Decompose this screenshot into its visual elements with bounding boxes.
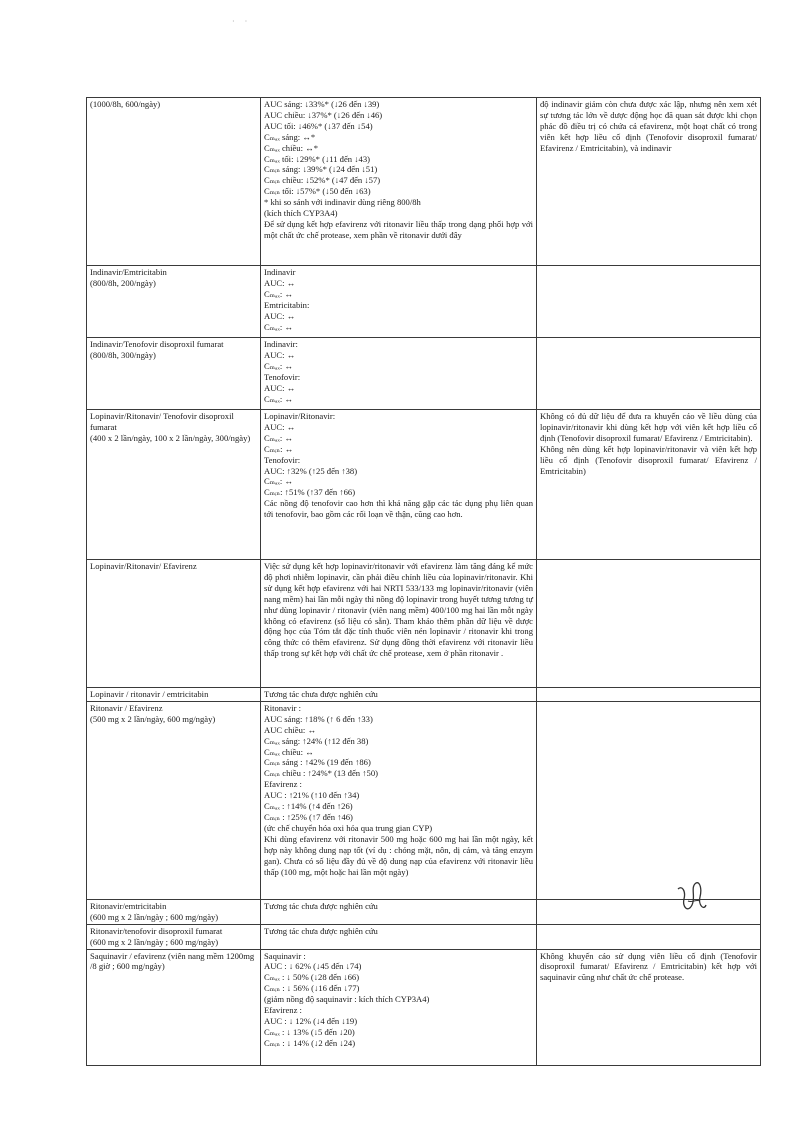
effect-line: Cₘᵢₙ: ↑51% (↑37 đến ↑66) bbox=[264, 487, 356, 498]
drug-cell bbox=[87, 266, 261, 338]
drug-line: (600 mg x 2 lần/ngày ; 600 mg/ngày) bbox=[90, 936, 219, 947]
row-indinavir-tenofovir bbox=[87, 338, 761, 410]
effect-line: Cₘᵢₙ chiều: ↓52%* (↓47 đến ↓57) bbox=[264, 175, 381, 186]
effect-line: Cₘₐₓ: ↔ bbox=[264, 393, 293, 404]
effect-line: (giảm nồng độ saquinavir : kích thích CYP3A4) bbox=[264, 994, 430, 1005]
effect-line: AUC : ↓ 12% (↓4 đến ↓19) bbox=[264, 1015, 358, 1026]
row-indinavir-efavirenz-cont bbox=[87, 98, 761, 266]
effect-line: Ritonavir : bbox=[264, 702, 301, 713]
effect-cell bbox=[261, 949, 537, 1065]
recommendation-cell bbox=[537, 98, 761, 266]
drug-line: Lopinavir/Ritonavir/ Tenofovir disoproxil fumarat bbox=[90, 411, 237, 432]
effect-line: (kích thích CYP3A4) bbox=[264, 208, 338, 219]
effect-line: AUC: ↔ bbox=[264, 349, 296, 360]
effect-line: Cₘᵢₙ sáng : ↑42% (19 đến ↑86) bbox=[264, 757, 371, 768]
drug-line: Ritonavir / Efavirenz bbox=[90, 702, 163, 713]
row-lopinavir-ritonavir-tenofovir bbox=[87, 410, 761, 560]
row-lopinavir-ritonavir-emtricitabin bbox=[87, 688, 761, 702]
effect-line: Lopinavir/Ritonavir: bbox=[264, 411, 336, 421]
drug-cell bbox=[87, 560, 261, 688]
drug-line: (500 mg x 2 lần/ngày, 600 mg/ngày) bbox=[90, 713, 216, 724]
effect-cell bbox=[261, 410, 537, 560]
effect-line: Cₘₐₓ tối: ↓29%* (↓11 đến ↓43) bbox=[264, 153, 370, 164]
effect-line: Cₘᵢₙ sáng: ↓39%* (↓24 đến ↓51) bbox=[264, 164, 378, 175]
recommendation-cell bbox=[537, 701, 761, 899]
row-saquinavir-efavirenz bbox=[87, 949, 761, 1065]
effect-line: Cₘₐₓ : ↓ 50% (↓28 đến ↓66) bbox=[264, 972, 360, 983]
effect-line: Cₘₐₓ: ↔ bbox=[264, 476, 293, 487]
effect-line: Cₘₐₓ : ↓ 13% (↓5 đến ↓20) bbox=[264, 1026, 355, 1037]
recommendation-cell bbox=[537, 338, 761, 410]
recommendation-cell bbox=[537, 266, 761, 338]
recommendation-line: Không nên dùng kết hợp lopinavir/ritonavir và viên kết hợp liều cố định (Tenofovir disoproxil fumarat/ Efavirenz / Emtricitabin) bbox=[540, 443, 760, 476]
effect-line: Tenofovir: bbox=[264, 454, 301, 465]
effect-line: Efavirenz : bbox=[264, 1005, 302, 1016]
recommendation-line: độ indinavir giảm còn chưa được xác lập, nhưng nên xem xét sự tương tác lớn về dược động học đã quan sát được khi chọn phác đồ điều trị có chứa cả efavirenz, một hoạt chất có trong viên kết hợp liều cố định (Tenofovir disoproxil fumarat/ Efavirenz / Emtricitabin), và indinavir bbox=[540, 99, 760, 153]
effect-line: Cₘᵢₙ: ↔ bbox=[264, 443, 294, 454]
effect-line: Cₘᵢₙ : ↓ 14% (↓2 đến ↓24) bbox=[264, 1037, 356, 1048]
drug-cell bbox=[87, 98, 261, 266]
drug-line: Lopinavir / ritonavir / emtricitabin bbox=[90, 689, 209, 699]
drug-cell bbox=[87, 924, 261, 949]
effect-line: Cₘₐₓ: ↔ bbox=[264, 432, 293, 443]
effect-line: AUC: ↑32% (↑25 đến ↑38) bbox=[264, 465, 358, 476]
row-ritonavir-efavirenz bbox=[87, 701, 761, 899]
effect-line: AUC sáng: ↓33%* (↓26 đến ↓39) bbox=[264, 99, 380, 109]
effect-line: Cₘₐₓ: ↔ bbox=[264, 288, 293, 299]
effect-line: Tương tác chưa được nghiên cứu bbox=[264, 925, 378, 936]
recommendation-line: Không có đủ dữ liệu để đưa ra khuyến cáo về liều dùng của lopinavir/ritonavir khi dùng kết hợp với viên kết hợp liều cố định (Tenofovir disoproxil fumarat/ Efavirenz / Emtricitabin). bbox=[540, 411, 760, 443]
drug-line: (600 mg x 2 lần/ngày ; 600 mg/ngày) bbox=[90, 911, 219, 922]
drug-line: Indinavir/Tenofovir disoproxil fumarat bbox=[90, 339, 224, 349]
effect-line: Indinavir bbox=[264, 267, 296, 277]
effect-line: Khi dùng efavirenz với ritonavir 500 mg hoặc 600 mg hai lần một ngày, kết hợp này không dung nạp tốt (ví dụ : chóng mặt, nôn, dị cảm, và tăng enzym gan). Chưa có số liệu đầy đủ về độ dung nạp của efavirenz với ritonavir liều thấp (100 mg, một hoặc hai lần một ngày) bbox=[264, 833, 536, 877]
effect-line: AUC tối: ↓46%* (↓37 đến ↓54) bbox=[264, 120, 373, 131]
drug-line: Indinavir/Emtricitabin bbox=[90, 267, 167, 277]
drug-cell bbox=[87, 899, 261, 924]
effect-cell bbox=[261, 899, 537, 924]
effect-line: Cₘₐₓ sáng: ↔* bbox=[264, 131, 316, 142]
drug-line: (1000/8h, 600/ngày) bbox=[90, 99, 161, 109]
effect-line: Tương tác chưa được nghiên cứu bbox=[264, 689, 378, 699]
effect-line: Các nồng độ tenofovir cao hơn thì khả năng gặp các tác dụng phụ liên quan tới tenofovir, bao gồm các rối loạn về thận, cũng cao hơn. bbox=[264, 498, 536, 520]
effect-cell bbox=[261, 688, 537, 702]
drug-cell bbox=[87, 688, 261, 702]
effect-cell bbox=[261, 924, 537, 949]
effect-line: AUC chiều: ↓37%* (↓26 đến ↓46) bbox=[264, 109, 383, 120]
effect-line: AUC chiều: ↔ bbox=[264, 724, 317, 735]
effect-line: AUC: ↔ bbox=[264, 421, 296, 432]
effect-line: AUC : ↓ 62% (↓45 đến ↓74) bbox=[264, 961, 362, 972]
recommendation-cell bbox=[537, 410, 761, 560]
effect-line: Tương tác chưa được nghiên cứu bbox=[264, 900, 378, 911]
drug-line: (400 x 2 lần/ngày, 100 x 2 lần/ngày, 300/ngày) bbox=[90, 432, 251, 443]
effect-line: Saquinavir : bbox=[264, 950, 306, 961]
drug-line: (800/8h, 300/ngày) bbox=[90, 349, 156, 360]
row-ritonavir-tenofovir bbox=[87, 924, 761, 949]
recommendation-cell bbox=[537, 899, 761, 924]
effect-line: Cₘₐₓ: ↔ bbox=[264, 321, 293, 332]
effect-line: Cₘᵢₙ tối: ↓57%* (↓50 đến ↓63) bbox=[264, 186, 371, 197]
effect-line: * khi so sánh với indinavir dùng riêng 800/8h bbox=[264, 197, 421, 208]
drug-line: Saquinavir / efavirenz (viên nang mềm 1200mg /8 giờ ; 600 mg/ngày) bbox=[90, 950, 257, 972]
recommendation-cell bbox=[537, 560, 761, 688]
effect-line: Cₘᵢₙ : ↓ 56% (↓16 đến ↓77) bbox=[264, 983, 360, 994]
effect-line: Cₘₐₓ chiều: ↔* bbox=[264, 142, 319, 153]
drug-cell bbox=[87, 701, 261, 899]
row-ritonavir-emtricitabin bbox=[87, 899, 761, 924]
effect-line: Emtricitabin: bbox=[264, 299, 310, 310]
recommendation-cell bbox=[537, 949, 761, 1065]
effect-cell bbox=[261, 266, 537, 338]
effect-line: Cₘₐₓ : ↑14% (↑4 đến ↑26) bbox=[264, 801, 353, 812]
handwritten-signature bbox=[670, 875, 710, 921]
recommendation-cell bbox=[537, 688, 761, 702]
effect-line: AUC : ↑21% (↑10 đến ↑34) bbox=[264, 790, 360, 801]
effect-line: Tenofovir: bbox=[264, 371, 301, 382]
effect-line: AUC: ↔ bbox=[264, 277, 296, 288]
effect-line: Efavirenz : bbox=[264, 779, 302, 790]
effect-cell bbox=[261, 701, 537, 899]
effect-line: Để sử dụng kết hợp efavirenz với ritonavir liều thấp trong dạng phối hợp với một chất ức chế protease, xem phần về ritonavir dưới đây bbox=[264, 218, 536, 240]
drug-cell bbox=[87, 410, 261, 560]
effect-cell bbox=[261, 338, 537, 410]
effect-line: Cₘᵢₙ chiều : ↑24%* (13 đến ↑50) bbox=[264, 768, 378, 779]
effect-cell bbox=[261, 560, 537, 688]
header-marks: · · bbox=[232, 17, 252, 26]
interaction-table bbox=[86, 97, 761, 1066]
effect-line: Cₘₐₓ: ↔ bbox=[264, 360, 293, 371]
row-indinavir-emtricitabin bbox=[87, 266, 761, 338]
drug-line: Ritonavir/tenofovir disoproxil fumarat bbox=[90, 925, 223, 936]
effect-line: AUC: ↔ bbox=[264, 382, 296, 393]
drug-line: Lopinavir/Ritonavir/ Efavirenz bbox=[90, 561, 197, 571]
drug-line: Ritonavir/emtricitabin bbox=[90, 900, 167, 911]
effect-line: Indinavir: bbox=[264, 339, 298, 349]
effect-line: Việc sử dụng kết hợp lopinavir/ritonavir với efavirenz làm tăng đáng kể mức độ phơi nhiễm lopinavir, cần phải điều chỉnh liều của lopinavir/ritonavir. Khi sử dụng kết hợp efavirenz với hai NRTI 533/133 mg lopinavir/ritonavir (viên nang mềm) hai lần mỗi ngày thì nồng độ lopinavir trong huyết tương tương tự như dùng lopinavir / ritonavir (viên nang mềm) 400/100 mg hai lần mỗt ngày không có efavirenz (số liệu có sẵn). Tham khảo thêm phần dữ liệu về dược động học của Tóm tắt đặc tính thuốc viên nén lopinavir / ritonavir khi trong công thức có thêm efavirenz. Sử dụng đồng thời efavirenz với ritonavir liều thấp trong sự kết hợp với chất ức chế protease, xem ở phần ritonavir . bbox=[264, 561, 536, 659]
drug-cell bbox=[87, 338, 261, 410]
effect-line: Cₘₐₓ chiều: ↔ bbox=[264, 746, 314, 757]
effect-line: Cₘᵢₙ : ↑25% (↑7 đến ↑46) bbox=[264, 811, 353, 822]
drug-cell bbox=[87, 949, 261, 1065]
effect-line: AUC: ↔ bbox=[264, 310, 296, 321]
effect-line: AUC sáng: ↑18% (↑ 6 đến ↑33) bbox=[264, 713, 373, 724]
drug-line: (800/8h, 200/ngày) bbox=[90, 277, 156, 288]
effect-line: (ức chế chuyển hóa oxi hóa qua trung gian CYP) bbox=[264, 822, 433, 833]
effect-line: Cₘₐₓ sáng: ↑24% (↑12 đến 38) bbox=[264, 735, 369, 746]
recommendation-line: Không khuyến cáo sử dụng viên liều cố định (Tenofovir disoproxil fumarat/ Efavirenz / Emtricitabin) kết hợp với saquinavir cũng như chất ức chế protease. bbox=[540, 950, 760, 983]
row-lopinavir-ritonavir-efavirenz bbox=[87, 560, 761, 688]
effect-cell bbox=[261, 98, 537, 266]
recommendation-cell bbox=[537, 924, 761, 949]
